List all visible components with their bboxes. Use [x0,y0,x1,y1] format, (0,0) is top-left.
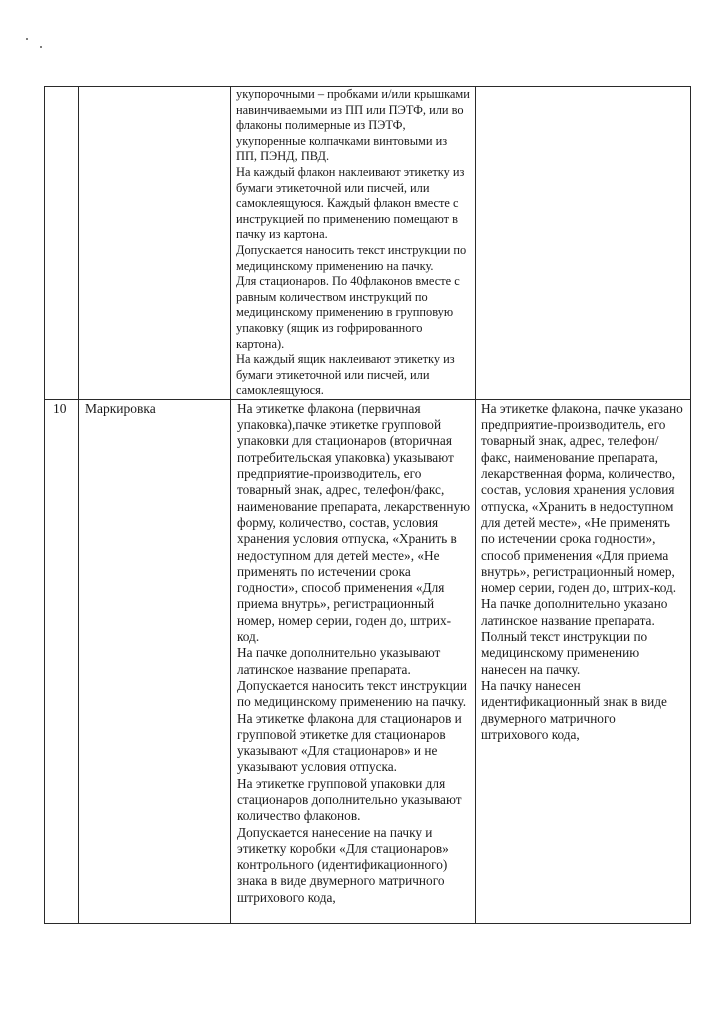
requirement-cell [231,399,476,923]
requirement-text: На этикетке флакона (первичная упаковка),пачке этикетке групповой упаковки для стационаров (вторичная потребительская упаковка) указывают предприятие-производитель, его товарный знак, адрес, телефон/факс, наименование препарата, лекарственную форму, количество, состав, условия хранения условия отпуска, «Хранить в недоступном для детей месте», «Не применять по истечении срока годности», способ применения «Для приема внутрь», регистрационный номер, номер серии, годен до, штрих-код. На пачке дополнительно указывают латинское название препарата. Допускается наносить текст инструкции по медицинскому применению на пачку. На этикетке флакона для стационаров и групповой этикетке для стационаров указывают «Для стационаров» и не указывают условия отпуска. На этикетке групповой упаковки для стационаров дополнительно указывают количество флаконов. Допускается нанесение на пачку и этикетку коробки «Для стационаров» контрольного (идентификационного) знака в виде двумерного матричного штрихового кода, [237,400,471,905]
indicator-name: Маркировка [85,400,156,416]
table-row-continuation [45,87,691,400]
requirement-cell [231,87,476,400]
name-cell [79,87,231,400]
number-cell [45,87,79,400]
number-cell [45,399,79,923]
actual-cell [476,87,691,400]
packaging-continuation-text: укупорочными – пробками и/или крышками навинчиваемыми из ПП или ПЭТФ, или во флаконы полимерные из ПЭТФ, укупоренные колпачками винтовыми из ПП, ПЭНД, ПВД. На каждый флакон наклеивают этикетку из бумаги этикеточной или писчей, или самоклеящуюся. Каждый флакон вместе с инструкцией по применению помещают в пачку из картона. Допускается наносить текст инструкции по медицинскому применению на пачку. Для стационаров. По 40флаконов вместе с равным количеством инструкций по медицинскому применению в групповую упаковку (ящик из гофрированного картона). На каждый ящик наклеивают этикетку из бумаги этикеточной или писчей, или самоклеящуюся. [236,87,470,398]
actual-cell [476,399,691,923]
row-number: 10 [53,400,67,416]
name-cell [79,399,231,923]
scan-speck [40,46,42,48]
actual-result-text: На этикетке флакона, пачке указано предприятие-производитель, его товарный знак, адрес, телефон/факс, наименование препарата, лекарственная форма, количество, состав, условия хранения условия отпуска, «Хранить в недоступном для детей месте», «Не применять по истечении срока годности», способ применения «Для приема внутрь», регистрационный номер, номер серии, годен до, штрих-код. На пачке дополнительно указано латинское название препарата. Полный текст инструкции по медицинскому применению нанесен на пачку. На пачку нанесен идентификационный знак в виде двумерного матричного штрихового кода, [481,400,683,742]
scan-speck [26,38,28,40]
table-row-labeling [45,399,691,923]
specification-table [44,86,691,924]
